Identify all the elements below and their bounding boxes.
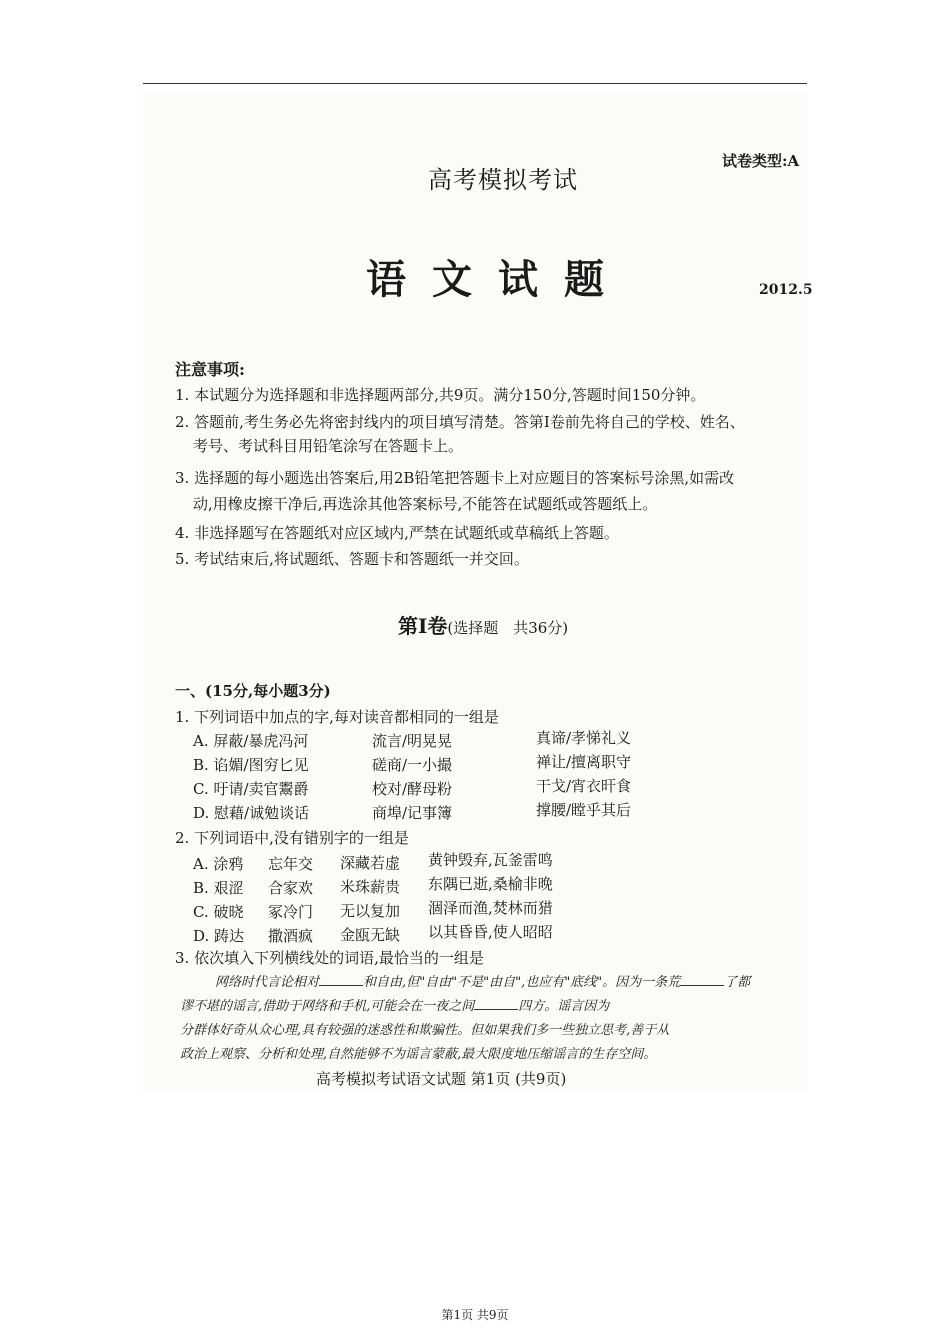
q1-option-b-2: 磋商/一小撮 xyxy=(372,756,453,774)
exam-title: 语文试题 xyxy=(366,256,630,303)
question-1-stem: 1. 下列词语中加点的字,每对读音都相同的一组是 xyxy=(175,708,499,726)
q3-passage-line xyxy=(215,971,750,990)
q3-passage-text: 和自由,但"自由"不是"由自",也应有"底线"。因为一条荒 xyxy=(363,975,681,990)
q1-option-a-1: A. 屏蔽/暴虎冯河 xyxy=(193,732,309,750)
part-heading: 一、(15分,每小题3分) xyxy=(175,682,331,700)
q3-passage-text: 了都 xyxy=(724,975,751,990)
note-line: 4. 非选择题写在答题纸对应区域内,严禁在试题纸或草稿纸上答题。 xyxy=(175,524,619,542)
note-line: 考号、考试科目用铅笔涂写在答题卡上。 xyxy=(193,437,464,455)
note-line: 1. 本试题分为选择题和非选择题两部分,共9页。满分150分,答题时间150分钟。 xyxy=(175,386,706,404)
q2-option-b-1: B. 艰涩 xyxy=(193,879,244,897)
q2-option-c-1: C. 破晓 xyxy=(193,903,244,921)
top-rule xyxy=(143,83,807,84)
q3-passage-text: 谬不堪的谣言,借助于网络和手机,可能会在一夜之间 xyxy=(180,999,475,1014)
q3-blank-1 xyxy=(319,973,363,986)
q3-blank-3 xyxy=(680,973,724,986)
q3-passage-line: 政治上观察、分析和处理,自然能够不为谣言蒙蔽,最大限度地压缩谣言的生存空间。 xyxy=(180,1047,657,1062)
notes-heading: 注意事项: xyxy=(175,360,245,379)
note-line: 动,用橡皮擦干净后,再选涂其他答案标号,不能答在试题纸或答题纸上。 xyxy=(193,495,658,513)
paper-type: 试卷类型:A xyxy=(722,152,800,170)
q3-blank-2 xyxy=(474,997,518,1010)
scan-page-footer: 高考模拟考试语文试题 第1页 (共9页) xyxy=(316,1070,567,1088)
q2-option-c-3: 无以复加 xyxy=(340,902,401,920)
q1-option-c-3: 干戈/宵衣旰食 xyxy=(536,777,632,795)
q2-option-b-3: 米珠薪贵 xyxy=(340,878,401,896)
exam-date: 2012.5 xyxy=(759,282,813,298)
q3-passage-text: 网络时代言论相对 xyxy=(215,975,320,990)
q1-option-d-1: D. 慰藉/诚勉谈话 xyxy=(193,804,310,822)
note-line: 2. 答题前,考生务必先将密封线内的项目填写清楚。答第Ⅰ卷前先将自己的学校、姓名、 xyxy=(175,413,745,431)
section-title-sub: (选择题 共36分) xyxy=(447,619,569,637)
q2-option-a-4: 黄钟毁弃,瓦釜雷鸣 xyxy=(428,851,553,869)
question-2-stem: 2. 下列词语中,没有错别字的一组是 xyxy=(175,829,409,847)
q1-option-a-2: 流言/明晃晃 xyxy=(372,732,453,750)
q2-option-a-2: 忘年交 xyxy=(268,855,314,873)
q3-passage-line xyxy=(180,995,609,1014)
q2-option-d-1: D. 踌达 xyxy=(193,927,245,945)
q2-option-b-2: 合家欢 xyxy=(268,879,314,897)
q2-option-d-3: 金瓯无缺 xyxy=(340,926,401,944)
section-title-main: 第Ⅰ卷 xyxy=(398,614,448,638)
note-line: 5. 考试结束后,将试题纸、答题卡和答题纸一并交回。 xyxy=(175,550,529,568)
exam-subtitle: 高考模拟考试 xyxy=(428,166,578,194)
question-3-stem: 3. 依次填入下列横线处的词语,最恰当的一组是 xyxy=(175,949,484,967)
q2-option-a-1: A. 涂鸦 xyxy=(193,855,244,873)
q2-option-b-4: 东隅已逝,桑榆非晚 xyxy=(428,875,553,893)
note-line: 3. 选择题的每小题选出答案后,用2B铅笔把答题卡上对应题目的答案标号涂黑,如需改 xyxy=(175,469,735,487)
q1-option-a-3: 真谛/孝悌礼义 xyxy=(536,729,632,747)
q3-passage-text: 四方。谣言因为 xyxy=(518,999,610,1014)
q3-passage-line: 分群体好奇从众心理,具有较强的迷惑性和欺骗性。但如果我们多一些独立思考,善于从 xyxy=(180,1023,670,1038)
q2-option-d-2: 撒酒疯 xyxy=(268,927,314,945)
q1-option-b-3: 禅让/擅离职守 xyxy=(536,753,632,771)
q2-option-c-2: 冢冷门 xyxy=(268,903,314,921)
q2-option-a-3: 深藏若虚 xyxy=(340,854,401,872)
q2-option-c-4: 涸泽而渔,焚林而猎 xyxy=(428,899,553,917)
section-title xyxy=(398,610,568,639)
q1-option-c-2: 校对/酵母粉 xyxy=(372,780,453,798)
q1-option-c-1: C. 吁请/卖官鬻爵 xyxy=(193,780,309,798)
q1-option-d-3: 撑腰/瞠乎其后 xyxy=(536,801,632,819)
q2-option-d-4: 以其昏昏,使人昭昭 xyxy=(428,923,553,941)
q1-option-d-2: 商埠/记事簿 xyxy=(372,804,453,822)
q1-option-b-1: B. 谄媚/图穷匕见 xyxy=(193,756,309,774)
page-footer: 第1页 共9页 xyxy=(441,1308,509,1322)
